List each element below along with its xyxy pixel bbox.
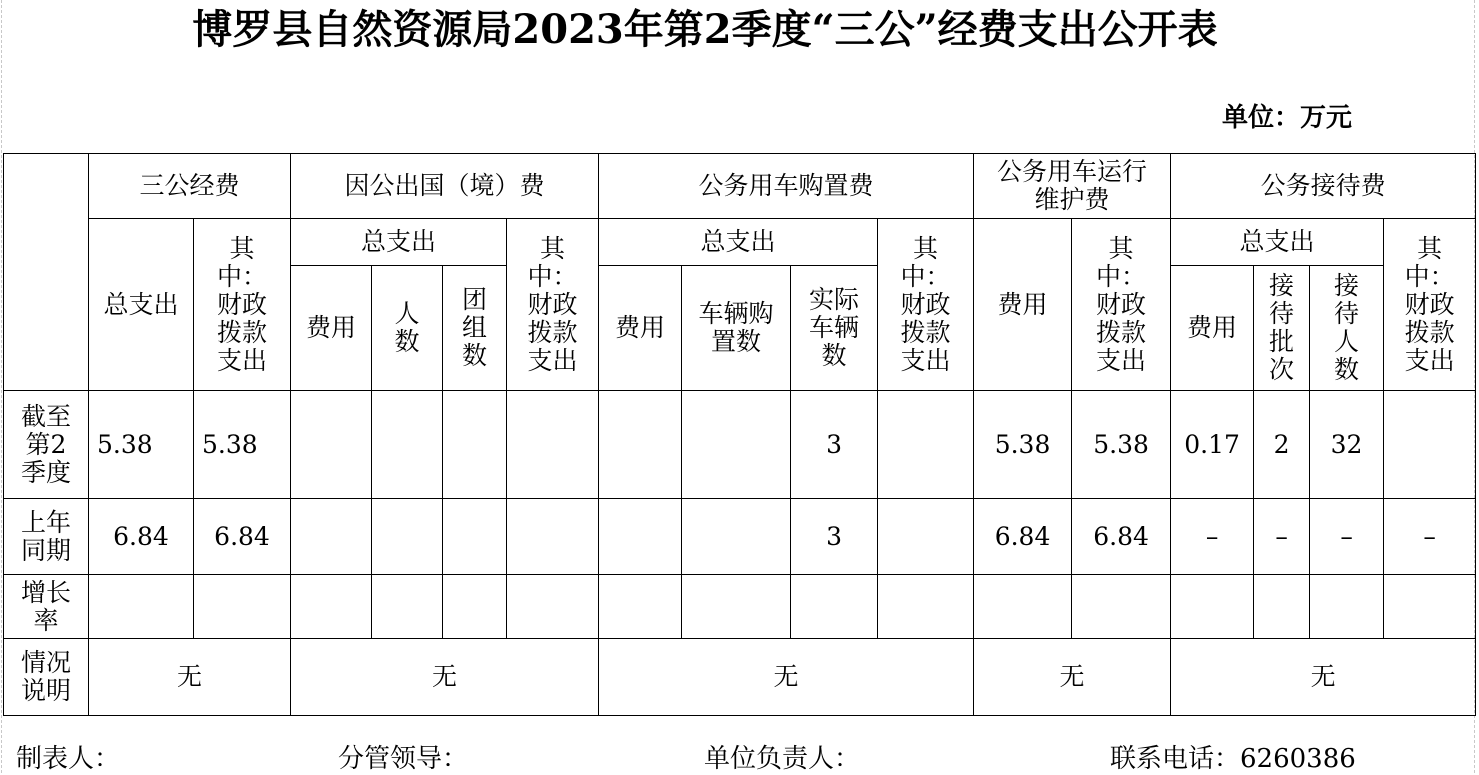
footer-preparer: 制表人： [16, 744, 121, 774]
cell-yx-fiscal: 5.38 [1072, 391, 1171, 499]
header-yx-fee: 费用 [974, 219, 1072, 391]
footer-unit-head: 单位负责人： [704, 744, 861, 774]
header-goumai: 公务用车购置费 [599, 154, 974, 219]
cell-yg-persons [372, 391, 443, 499]
cell-gm-bought [682, 575, 791, 639]
cell-gm-fee [599, 575, 682, 639]
header-yg-total: 总支出 [291, 219, 507, 266]
cell-jd-fee: 0.17 [1171, 391, 1254, 499]
cell-sg-total [89, 575, 194, 639]
cell-jd-persons: – [1310, 499, 1384, 575]
cell-jd-persons [1310, 575, 1384, 639]
cell-sg-total: 5.38 [89, 391, 194, 499]
cell-yg-persons [372, 575, 443, 639]
cell-yg-fee [291, 499, 372, 575]
cell-gm-bought [682, 391, 791, 499]
row-label: 上年同期 [4, 499, 89, 575]
cell-yx-fee: 6.84 [974, 499, 1072, 575]
table-row [4, 391, 1476, 499]
cell-sg-total: 6.84 [89, 499, 194, 575]
cell-yg-fee [291, 391, 372, 499]
cell-yg-groups [443, 391, 507, 499]
header-jd-persons: 接待人数 [1310, 266, 1384, 391]
cell-gm-actual [791, 575, 878, 639]
header-yingong: 因公出国（境）费 [291, 154, 599, 219]
cell-gm-fiscal [878, 391, 974, 499]
cell-gm-actual: 3 [791, 499, 878, 575]
cell-yg-fee [291, 575, 372, 639]
cell-jd-batches: 2 [1254, 391, 1310, 499]
header-gm-actual: 实际车辆数 [791, 266, 878, 391]
row-label: 截至第2季度 [4, 391, 89, 499]
cell-yg-groups [443, 499, 507, 575]
cell-yg-fiscal [507, 391, 599, 499]
header-yg-persons: 人数 [372, 266, 443, 391]
cell-jd-fiscal [1384, 391, 1476, 499]
header-gm-total: 总支出 [599, 219, 878, 266]
explanation-row [4, 639, 1476, 716]
header-jd-fiscal: 其中：财政拨款支出 [1384, 219, 1476, 391]
explain-sangong: 无 [89, 639, 291, 716]
header-jd-batches: 接待批次 [1254, 266, 1310, 391]
header-yx-fiscal: 其中：财政拨款支出 [1072, 219, 1171, 391]
footer-phone: 联系电话：6260386 [1110, 744, 1356, 774]
cell-jd-fiscal [1384, 575, 1476, 639]
explain-yunxing: 无 [974, 639, 1171, 716]
cell-yg-fiscal [507, 575, 599, 639]
explain-label: 情况说明 [4, 639, 89, 716]
explain-yingong: 无 [291, 639, 599, 716]
explain-goumai: 无 [599, 639, 974, 716]
header-gm-fee: 费用 [599, 266, 682, 391]
page-title: 博罗县自然资源局2023年第2季度“三公”经费支出公开表 [192, 6, 1218, 53]
table-row [4, 575, 1476, 639]
cell-gm-actual: 3 [791, 391, 878, 499]
header-sg-total: 总支出 [89, 219, 194, 391]
header-gm-fiscal: 其中：财政拨款支出 [878, 219, 974, 391]
cell-yx-fee [974, 575, 1072, 639]
header-sg-fiscal: 其中：财政拨款支出 [194, 219, 291, 391]
header-yg-fiscal: 其中：财政拨款支出 [507, 219, 599, 391]
row-label: 增长率 [4, 575, 89, 639]
header-gm-bought: 车辆购置数 [682, 266, 791, 391]
unit-label: 单位：万元 [1222, 103, 1353, 133]
cell-jd-fee: – [1171, 499, 1254, 575]
header-sangong: 三公经费 [89, 154, 291, 219]
header-jd-fee: 费用 [1171, 266, 1254, 391]
cell-yg-fiscal [507, 499, 599, 575]
header-yunxing: 公务用车运行维护费 [974, 154, 1171, 219]
footer-supervisor: 分管领导： [338, 744, 469, 774]
header-jiedai: 公务接待费 [1171, 154, 1476, 219]
table-row [4, 499, 1476, 575]
corner-cell [4, 154, 89, 391]
cell-jd-batches [1254, 575, 1310, 639]
header-jd-total: 总支出 [1171, 219, 1384, 266]
cell-yx-fiscal: 6.84 [1072, 499, 1171, 575]
cell-gm-fiscal [878, 575, 974, 639]
header-yg-fee: 费用 [291, 266, 372, 391]
cell-yx-fee: 5.38 [974, 391, 1072, 499]
cell-jd-batches: – [1254, 499, 1310, 575]
cell-gm-bought [682, 499, 791, 575]
cell-sg-fiscal [194, 575, 291, 639]
cell-sg-fiscal: 6.84 [194, 499, 291, 575]
cell-yg-groups [443, 575, 507, 639]
cell-jd-fiscal: – [1384, 499, 1476, 575]
cell-gm-fee [599, 499, 682, 575]
cell-yg-persons [372, 499, 443, 575]
cell-gm-fiscal [878, 499, 974, 575]
cell-yx-fiscal [1072, 575, 1171, 639]
header-yg-groups: 团组数 [443, 266, 507, 391]
explain-jiedai: 无 [1171, 639, 1476, 716]
cell-sg-fiscal: 5.38 [194, 391, 291, 499]
cell-gm-fee [599, 391, 682, 499]
cell-jd-fee [1171, 575, 1254, 639]
expense-table [3, 153, 1476, 716]
cell-jd-persons: 32 [1310, 391, 1384, 499]
